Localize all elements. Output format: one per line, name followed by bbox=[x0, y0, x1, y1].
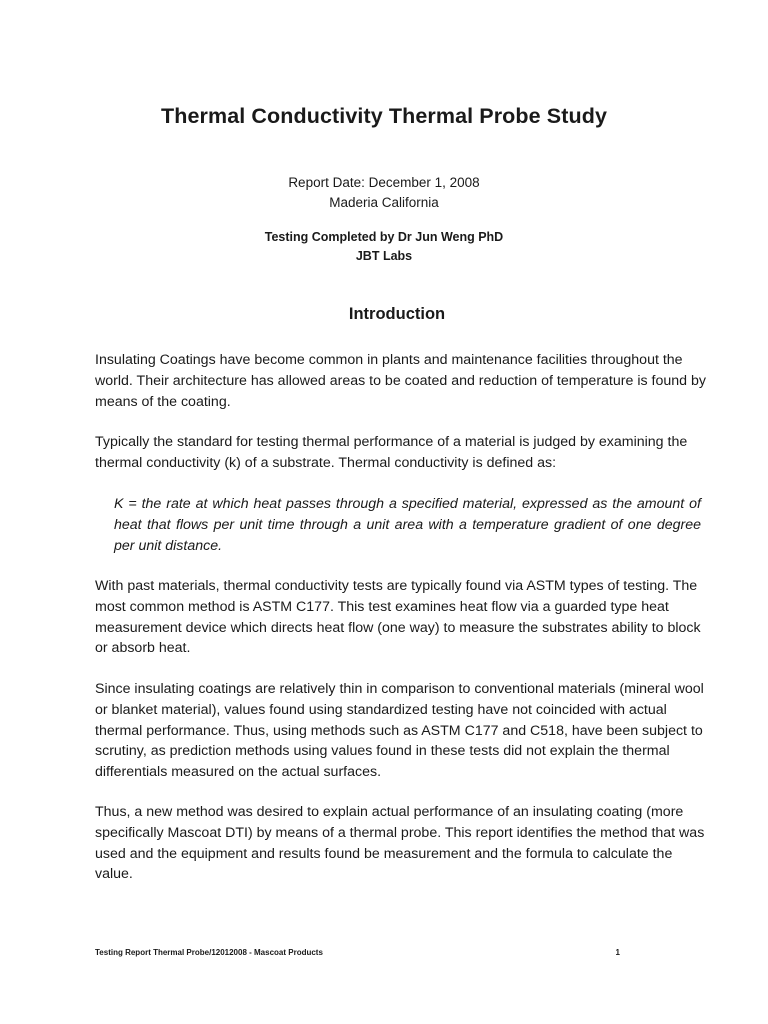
report-date: Report Date: December 1, 2008 bbox=[288, 175, 480, 190]
paragraph: Insulating Coatings have become common in plants and maintenance facilities throughout the world. Their architecture has allowed areas to be coated and reduction of temperature is found by means of the coating. bbox=[95, 352, 706, 410]
page-footer bbox=[95, 948, 620, 957]
tested-by: Testing Completed by Dr Jun Weng PhD bbox=[264, 230, 504, 244]
paragraph: With past materials, thermal conductivity tests are typically found via ASTM types of testing. The most common method is ASTM C177. This test examines heat flow via a guarded type heat measurement device which directs heat flow (one way) to measure the substrates ability to block or absorb heat. bbox=[95, 578, 701, 657]
section-heading: Introduction bbox=[348, 305, 446, 323]
page-number: 1 bbox=[615, 948, 620, 957]
footer-text: Testing Report Thermal Probe/12012008 - Mascoat Products bbox=[95, 948, 323, 957]
report-meta bbox=[0, 173, 768, 213]
document-title: Thermal Conductivity Thermal Probe Study bbox=[160, 104, 608, 128]
report-location: Maderia California bbox=[329, 195, 439, 210]
lab-name: JBT Labs bbox=[355, 249, 413, 263]
paragraph: Since insulating coatings are relatively thin in comparison to conventional materials (mineral wool or blanket material), values found using standardized testing have not coincided with actual thermal performance. Thus, using methods such as ASTM C177 and C518, have been subject to scrutiny, as prediction methods using values found in these tests did not explain the thermal differentials measured on the actual surfaces. bbox=[95, 681, 704, 781]
paragraph: Thus, a new method was desired to explain actual performance of an insulating coating (more specifically Mascoat DTI) by means of a thermal probe. This report identifies the method that was used and the equipment and results found be measurement and the formula to calculate the value. bbox=[95, 804, 705, 883]
definition-quote: K = the rate at which heat passes through a specified material, expressed as the amount of heat that flows per unit time through a unit area with a temperature gradient of one degree per unit distance. bbox=[114, 496, 701, 554]
report-credits bbox=[0, 228, 768, 266]
paragraph: Typically the standard for testing thermal performance of a material is judged by examining the thermal conductivity (k) of a substrate. Thermal conductivity is defined as: bbox=[95, 434, 688, 471]
